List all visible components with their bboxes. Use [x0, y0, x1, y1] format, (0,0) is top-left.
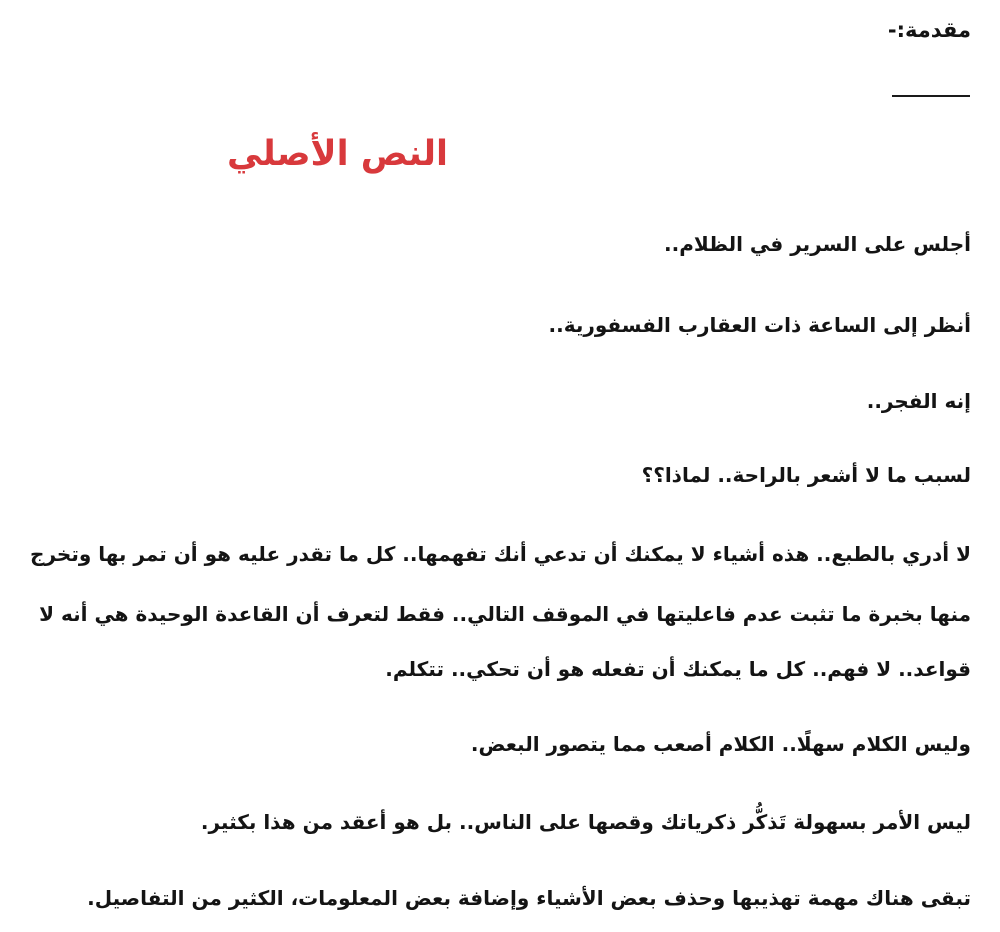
text-line: وليس الكلام سهلًا.. الكلام أصعب مما يتصور البعض. [470, 732, 971, 756]
text-line: لسبب ما لا أشعر بالراحة.. لماذا؟؟ [641, 463, 971, 487]
text-line: لا أدري بالطبع.. هذه أشياء لا يمكنك أن تدعي أنك تفهمها.. كل ما تقدر عليه هو أن تمر بها وتخرج [30, 542, 971, 566]
text-line: منها بخبرة ما تثبت عدم فاعليتها في الموقف التالي.. فقط لتعرف أن القاعدة الوحيدة هي أنه لا [39, 602, 971, 626]
original-text-label: النص الأصلي [227, 134, 448, 174]
text-line: أنظر إلى الساعة ذات العقارب الفسفورية.. [548, 313, 971, 337]
text-line: تبقى هناك مهمة تهذيبها وحذف بعض الأشياء وإضافة بعض المعلومات، الكثير من التفاصيل. [87, 886, 971, 910]
text-line: قواعد.. لا فهم.. كل ما يمكنك أن تفعله هو أن تحكي.. تتكلم. [385, 657, 971, 681]
section-heading: مقدمة:- [887, 18, 971, 42]
text-line: إنه الفجر.. [866, 389, 971, 413]
heading-underline [892, 95, 970, 97]
text-line: ليس الأمر بسهولة تَذكُّر ذكرياتك وقصها على الناس.. بل هو أعقد من هذا بكثير. [200, 810, 971, 834]
text-line: أجلس على السرير في الظلام.. [664, 232, 971, 256]
